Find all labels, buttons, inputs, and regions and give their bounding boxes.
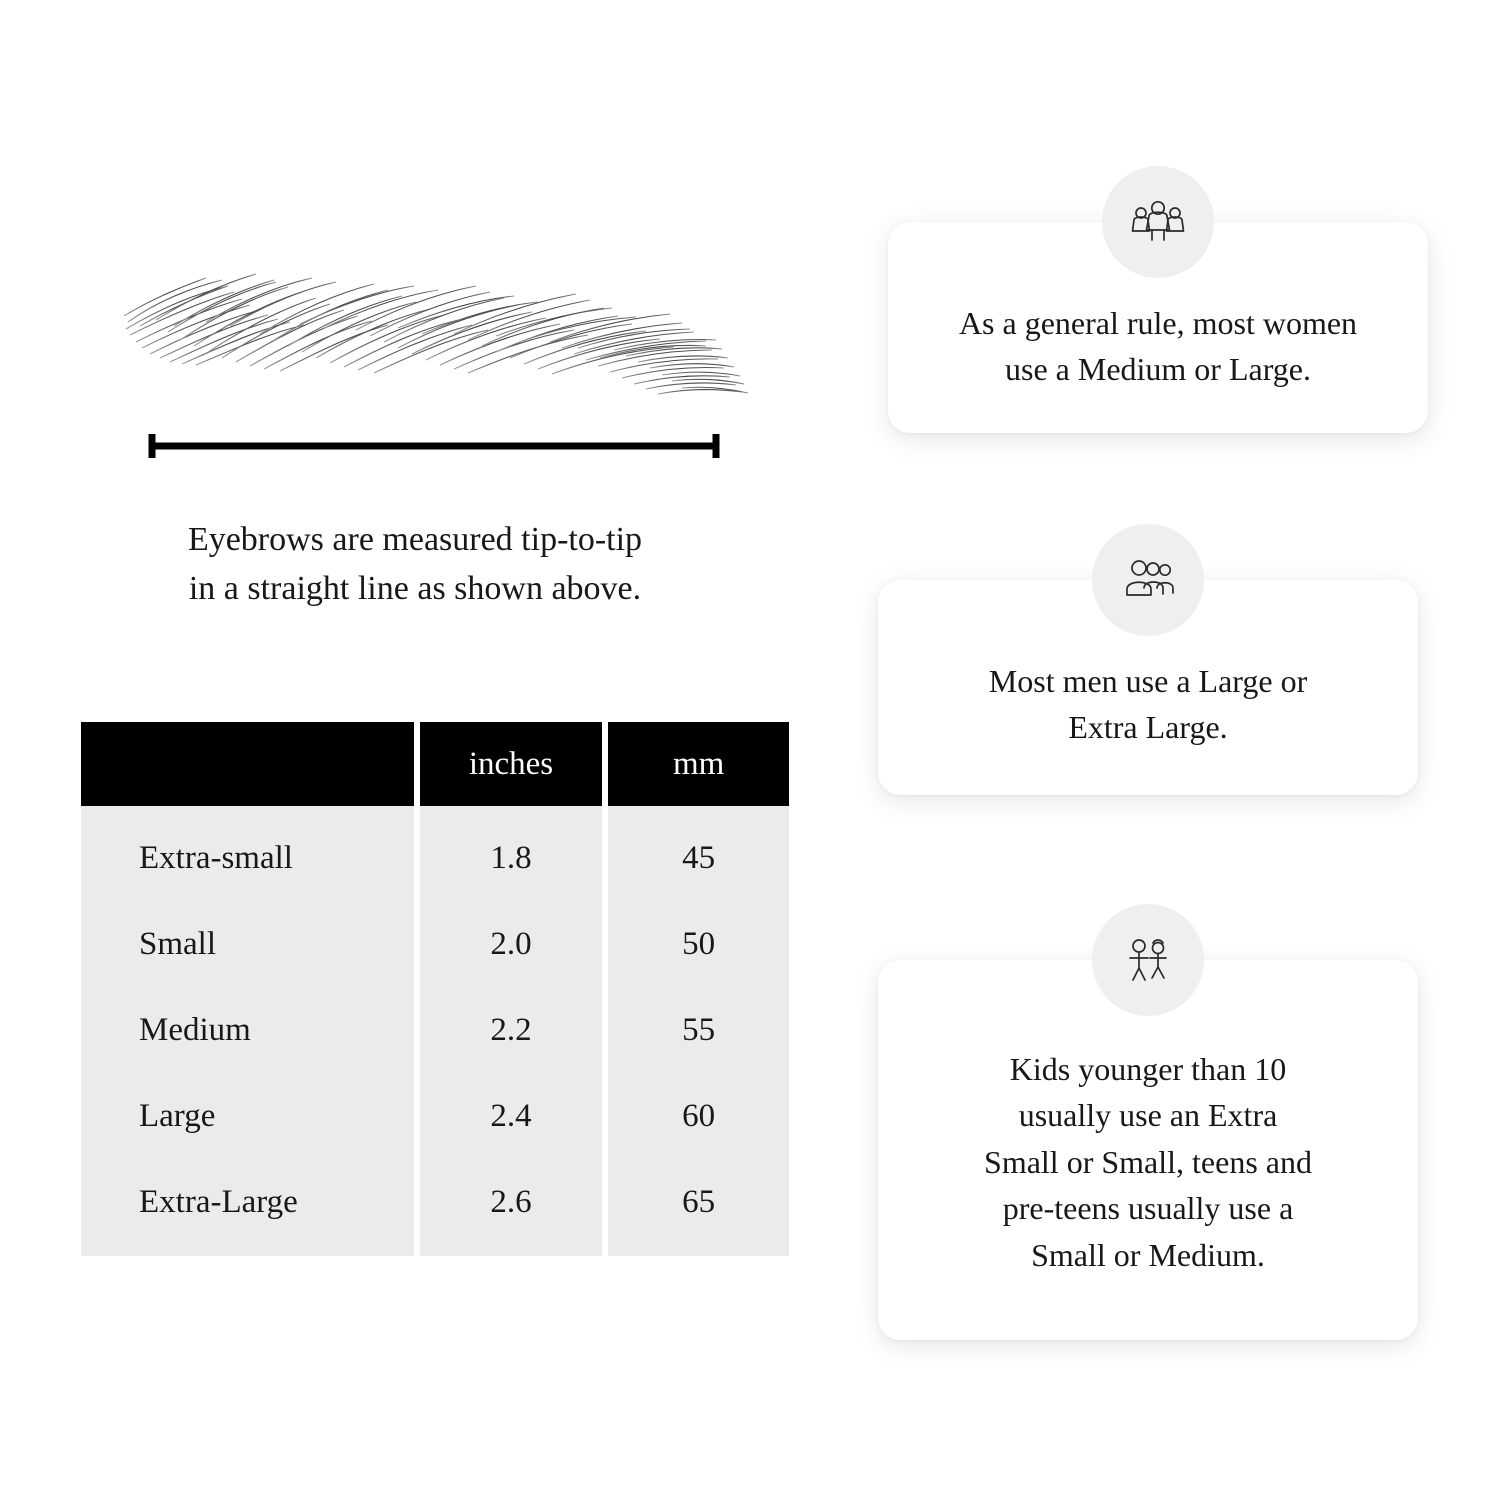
cell-mm: 50: [608, 901, 789, 987]
header-mm: mm: [608, 722, 789, 806]
men-group-icon: [1092, 524, 1204, 636]
cell-inches: 1.8: [420, 806, 603, 901]
measurement-caption: [75, 515, 755, 614]
note-line-2: Extra Large.: [1068, 709, 1228, 746]
cell-mm: 45: [608, 806, 789, 901]
eyebrow-graphic: [110, 230, 750, 410]
size-chart-table: [75, 722, 795, 1256]
note-line-2: usually use an Extra: [1018, 1097, 1278, 1134]
table-row: [81, 1159, 789, 1256]
cell-size-name: Large: [81, 1073, 414, 1159]
cell-inches: 2.0: [420, 901, 603, 987]
cell-size-name: Extra-Large: [81, 1159, 414, 1256]
note-line-1: Most men use a Large or: [988, 663, 1308, 699]
note-card-women: [888, 222, 1428, 433]
cell-inches: 2.2: [420, 987, 603, 1073]
table-body: [81, 806, 789, 1256]
kids-icon: [1092, 904, 1204, 1016]
table-header-row: [81, 722, 789, 806]
cell-mm: 55: [608, 987, 789, 1073]
note-line-1: Kids younger than 10: [1009, 1051, 1287, 1087]
note-line-5: Small or Medium.: [1031, 1236, 1265, 1273]
table-row: [81, 806, 789, 901]
eyebrow-illustration: [110, 230, 750, 410]
cell-mm: 60: [608, 1073, 789, 1159]
header-size-name: [81, 722, 414, 806]
table-row: [81, 987, 789, 1073]
caption-line-2: in a straight line as shown above.: [188, 570, 642, 608]
table-head: [81, 722, 789, 806]
cell-size-name: Extra-small: [81, 806, 414, 901]
right-column: [830, 0, 1500, 1500]
note-line-4: pre-teens usually use a: [1002, 1190, 1294, 1227]
measurement-bar: [148, 432, 720, 460]
cell-inches: 2.4: [420, 1073, 603, 1159]
table-row: [81, 901, 789, 987]
cell-size-name: Medium: [81, 987, 414, 1073]
table-row: [81, 1073, 789, 1159]
note-card-kids: [878, 960, 1418, 1340]
header-inches: inches: [420, 722, 603, 806]
cell-mm: 65: [608, 1159, 789, 1256]
note-line-1: As a general rule, most women: [958, 305, 1358, 341]
note-line-3: Small or Small, teens and: [984, 1143, 1312, 1180]
women-group-icon: [1102, 166, 1214, 278]
note-line-2: use a Medium or Large.: [1005, 351, 1311, 388]
cell-inches: 2.6: [420, 1159, 603, 1256]
cell-size-name: Small: [81, 901, 414, 987]
caption-line-1: Eyebrows are measured tip-to-tip: [187, 521, 643, 558]
note-card-men: [878, 580, 1418, 795]
